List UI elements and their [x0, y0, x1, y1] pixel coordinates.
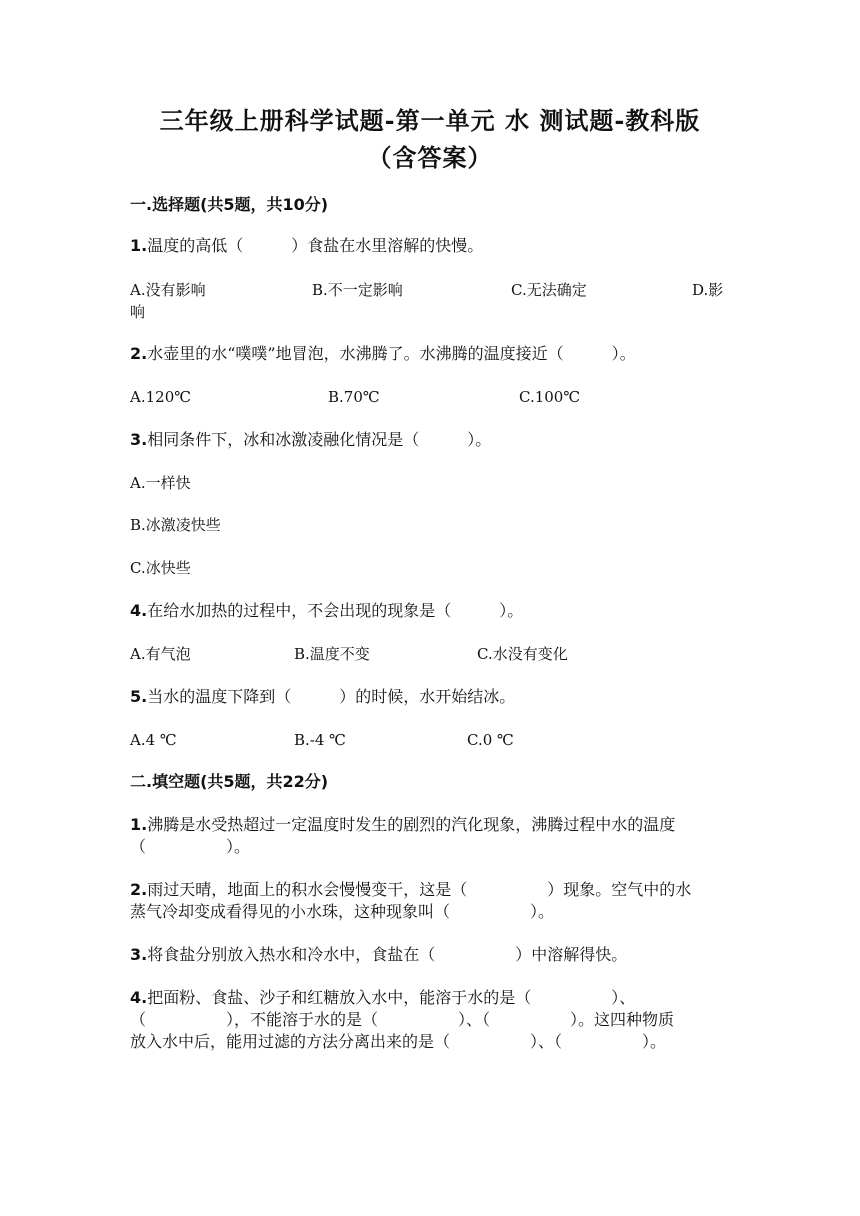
option-a: A.4 ℃	[130, 731, 177, 749]
option-a: A.有气泡	[130, 645, 191, 663]
question-text: 沸腾是水受热超过一定温度时发生的剧烈的汽化现象，沸腾过程中水的温度	[147, 815, 676, 834]
fill-question-1-line2: （ ）。	[130, 837, 251, 856]
option-b: B.70℃	[328, 388, 380, 406]
fill-question-1-line1	[130, 813, 675, 837]
question-text: 当水的温度下降到（ ）的时候，水开始结冰。	[147, 687, 516, 706]
section-heading-choice: 一.选择题(共5题，共10分)	[130, 195, 329, 214]
question-3	[130, 428, 730, 452]
question-text: 把面粉、食盐、沙子和红糖放入水中，能溶于水的是（ ）、	[147, 988, 636, 1007]
question-number: 4.	[130, 988, 148, 1007]
fill-question-3-line1	[130, 943, 627, 967]
option-c: C.水没有变化	[477, 645, 568, 663]
option-b: B.温度不变	[294, 645, 370, 663]
fill-question-4-line1	[130, 986, 635, 1010]
question-text: 在给水加热的过程中，不会出现的现象是（ ）。	[147, 601, 524, 620]
question-text: 雨过天晴，地面上的积水会慢慢变干，这是（ ）现象。空气中的水	[147, 880, 692, 899]
fill-question-4-line2: （ ），不能溶于水的是（ ）、（ ）。这四种物质	[130, 1010, 675, 1029]
question-text: 相同条件下，冰和冰激凌融化情况是（ ）。	[147, 430, 492, 449]
option-b: B.冰激凌快些	[130, 516, 221, 534]
option-a: A.没有影响	[130, 281, 206, 299]
question-number: 4.	[130, 601, 148, 620]
question-text: 温度的高低（ ）食盐在水里溶解的快慢。	[147, 236, 484, 255]
option-c: C.100℃	[519, 388, 581, 406]
option-d-continued: 响	[130, 303, 146, 321]
option-c: C.无法确定	[511, 281, 587, 299]
page-title: 三年级上册科学试题-第一单元 水 测试题-教科版	[159, 106, 701, 135]
fill-question-4-line3: 放入水中后，能用过滤的方法分离出来的是（ ）、（ ）。	[130, 1032, 667, 1051]
question-5	[130, 685, 730, 709]
option-a: A.120℃	[130, 388, 192, 406]
question-number: 2.	[130, 880, 148, 899]
option-c: C.0 ℃	[467, 731, 514, 749]
question-4	[130, 599, 730, 623]
question-number: 2.	[130, 344, 148, 363]
option-d: D.影	[692, 281, 724, 299]
option-c: C.冰快些	[130, 559, 191, 577]
question-number: 1.	[130, 815, 148, 834]
option-a: A.一样快	[130, 474, 191, 492]
page-title-suffix: （含答案）	[367, 143, 493, 172]
question-number: 3.	[130, 945, 148, 964]
section-heading-fill-in: 二.填空题(共5题，共22分)	[130, 772, 329, 791]
fill-question-2-line2: 蒸气冷却变成看得见的小水珠，这种现象叫（ ）。	[130, 902, 555, 921]
question-text: 水壶里的水“噗噗”地冒泡，水沸腾了。水沸腾的温度接近（ ）。	[147, 344, 636, 363]
fill-question-2-line1	[130, 878, 691, 902]
option-b: B.-4 ℃	[294, 731, 346, 749]
option-b: B.不一定影响	[312, 281, 403, 299]
question-number: 5.	[130, 687, 148, 706]
question-2	[130, 342, 730, 366]
question-text: 将食盐分别放入热水和冷水中，食盐在（ ）中溶解得快。	[147, 945, 628, 964]
question-1	[130, 234, 730, 258]
question-number: 1.	[130, 236, 148, 255]
question-number: 3.	[130, 430, 148, 449]
